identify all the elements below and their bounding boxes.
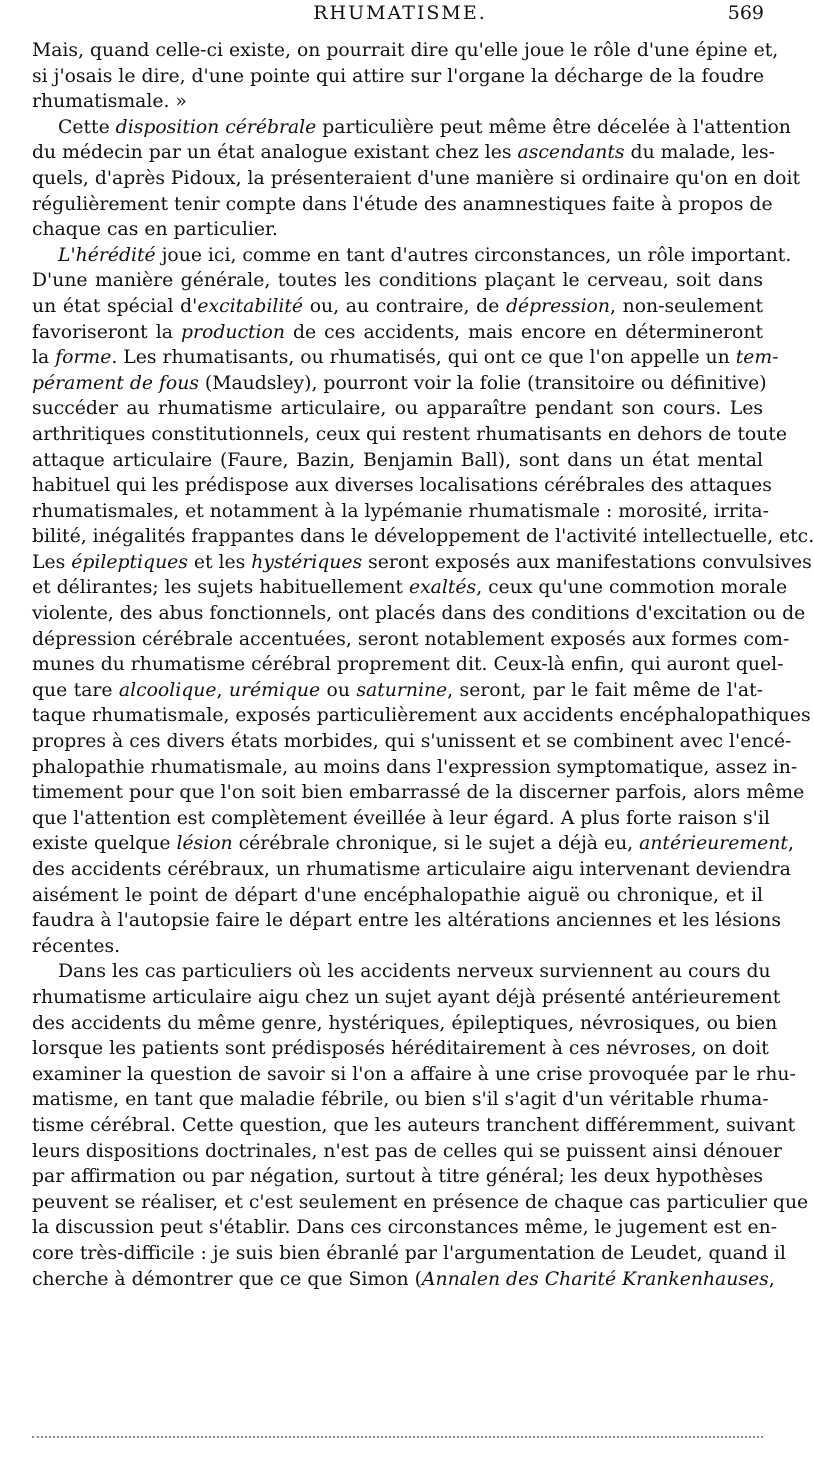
text-line: [32, 550, 812, 576]
text-line: quels, d'après Pidoux, la présenteraient d'une manière si ordinaire qu'on en doit: [32, 167, 800, 189]
text-line: [32, 678, 763, 704]
text-segment: , seront, par le fait même de l'at-: [447, 679, 763, 701]
text-line: [32, 371, 767, 397]
text-line: que l'attention est complètement éveillée à leur égard. A plus forte raison s'il: [32, 807, 770, 829]
text-line: habituel qui les prédispose aux diverses localisations cérébrales des attaques: [32, 475, 772, 497]
footer-dotted-rule: [32, 1436, 763, 1438]
text-line: timement pour que l'on soit bien embarrassé de la discerner parfois, alors même: [32, 782, 805, 804]
text-line: rhumatisme articulaire aigu chez un sujet ayant déjà présenté antérieurement: [32, 986, 781, 1008]
text-segment: la: [32, 347, 56, 369]
text-line: munes du rhumatisme cérébral proprement dit. Ceux-là enfin, qui auront quel-: [32, 654, 784, 676]
text-segment: que tare: [32, 679, 119, 701]
italic-segment: hystériques: [251, 551, 363, 573]
text-segment: du malade, les-: [624, 142, 776, 164]
italic-segment: excitabilité: [197, 295, 304, 317]
text-line: faudra à l'autopsie faire le départ entre les altérations anciennes et les lésions: [32, 910, 781, 932]
italic-segment: lésion: [176, 833, 233, 855]
text-line: [32, 575, 788, 601]
running-title: RHUMATISME.: [313, 2, 487, 24]
italic-segment: forme: [55, 347, 112, 369]
text-line: tisme cérébral. Cette question, que les auteurs tranchent différemment, suivant: [32, 1114, 796, 1136]
text-line: Dans les cas particuliers où les accidents nerveux surviennent au cours du: [58, 961, 771, 983]
text-segment: un état spécial d': [32, 295, 198, 317]
text-line: [32, 831, 794, 857]
text-segment: cherche à démontrer que ce que Simon (: [32, 1268, 422, 1290]
text-line: arthritiques constitutionnels, ceux qui restent rhumatisants en dehors de toute: [32, 423, 787, 445]
italic-segment: exaltés: [408, 577, 477, 599]
italic-segment: production: [181, 321, 285, 343]
text-line: D'une manière générale, toutes les conditions plaçant le cerveau, soit dans: [32, 270, 763, 292]
italic-segment: saturnine: [356, 679, 448, 701]
text-segment: et les: [187, 551, 252, 573]
text-line: violente, des abus fonctionnels, ont placés dans des conditions d'excitation ou de: [32, 603, 806, 625]
text-segment: , non-seulement: [609, 295, 763, 317]
italic-segment: alcoolique: [118, 679, 217, 701]
text-segment: Les: [32, 551, 72, 573]
text-segment: et délirantes; les sujets habituellement: [32, 577, 409, 599]
italic-segment: pérament de fous: [32, 372, 199, 394]
text-line: [32, 320, 763, 346]
text-segment: favoriseront la: [32, 321, 182, 343]
text-line: si j'osais le dire, d'une pointe qui attire sur l'organe la décharge de la foudre: [32, 65, 764, 87]
italic-segment: Annalen des Charité Krankenhauses: [421, 1268, 769, 1290]
text-line: [32, 115, 791, 141]
text-line: [32, 140, 776, 166]
text-segment: ,: [216, 679, 229, 701]
text-segment: . Les rhumatisants, ou rhumatisés, qui ont ce que l'on appelle un: [111, 347, 736, 369]
text-segment: (Maudsley), pourront voir la folie (transitoire ou définitive): [198, 372, 767, 394]
italic-segment: épileptiques: [71, 551, 188, 573]
text-line: peuvent se réaliser, et c'est seulement en présence de chaque cas particulier que: [32, 1191, 809, 1213]
text-segment: seront exposés aux manifestations convulsives: [362, 551, 812, 573]
text-segment: ou: [320, 679, 357, 701]
page-number: 569: [727, 2, 764, 24]
italic-segment: dépression: [506, 295, 610, 317]
italic-segment: antérieurement: [639, 833, 788, 855]
text-segment: , ceux qu'une commotion morale: [476, 577, 788, 599]
text-line: core très-difficile : je suis bien ébranlé par l'argumentation de Leudet, quand il: [32, 1242, 786, 1264]
text-segment: ou, au contraire, de: [303, 295, 506, 317]
text-line: examiner la question de savoir si l'on a affaire à une crise provoquée par le rhu-: [32, 1063, 796, 1085]
text-line: des accidents du même genre, hystériques, épileptiques, névrosiques, ou bien: [32, 1012, 778, 1034]
text-line: phalopathie rhumatismale, au moins dans l'expression symptomatique, assez in-: [32, 756, 798, 778]
text-line: [32, 345, 779, 371]
text-segment: particulière peut même être décelée à l'attention: [316, 116, 791, 138]
text-line: aisément le point de départ d'une encéphalopathie aiguë ou chronique, et il: [32, 884, 763, 906]
text-line: succéder au rhumatisme articulaire, ou apparaître pendant son cours. Les: [32, 398, 763, 420]
text-segment: cérébrale chronique, si le sujet a déjà eu,: [232, 833, 640, 855]
text-segment: ,: [768, 1268, 775, 1290]
text-line: chaque cas en particulier.: [32, 219, 278, 241]
text-line: [32, 243, 792, 269]
italic-segment: urémique: [228, 679, 321, 701]
italic-segment: ascendants: [517, 142, 625, 164]
text-line: des accidents cérébraux, un rhumatisme articulaire aigu intervenant deviendra: [32, 859, 791, 880]
italic-segment: tem-: [735, 347, 779, 369]
text-line: matisme, en tant que maladie fébrile, ou bien s'il s'agit d'un véritable rhuma-: [32, 1089, 769, 1111]
text-line: leurs dispositions doctrinales, n'est pas de celles qui se puissent ainsi dénouer: [32, 1140, 782, 1162]
text-line: attaque articulaire (Faure, Bazin, Benjamin Ball), sont dans un état mental: [32, 449, 763, 471]
italic-segment: L'hérédité: [58, 244, 156, 266]
text-line: régulièrement tenir compte dans l'étude des anamnestiques faite à propos de: [32, 193, 773, 215]
text-line: dépression cérébrale accentuées, seront notablement exposés aux formes com-: [32, 628, 790, 650]
text-line: taque rhumatismale, exposés particulièrement aux accidents encéphalopathiques: [32, 705, 811, 727]
text-segment: joue ici, comme en tant d'autres circonstances, un rôle important.: [155, 244, 792, 266]
body-text: [32, 38, 814, 1292]
text-line: [32, 1267, 775, 1293]
text-line: [32, 294, 763, 320]
text-segment: existe quelque: [32, 833, 177, 855]
text-segment: de ces accidents, mais encore en détermineront: [284, 321, 763, 343]
text-segment: Cette: [58, 116, 116, 138]
text-line: la discussion peut s'établir. Dans ces circonstances même, le jugement est en-: [32, 1217, 778, 1239]
text-line: récentes.: [32, 935, 121, 957]
text-line: rhumatismales, et notamment à la lypémanie rhumatismale : morosité, irrita-: [32, 500, 769, 522]
italic-segment: disposition cérébrale: [115, 116, 317, 138]
text-line: lorsque les patients sont prédisposés héréditairement à ces névroses, on doit: [32, 1038, 769, 1060]
text-line: bilité, inégalités frappantes dans le développement de l'activité intellectuelle, etc.: [32, 526, 814, 548]
text-line: propres à ces divers états morbides, qui s'unissent et se combinent avec l'encé-: [32, 731, 792, 753]
text-segment: ,: [787, 833, 794, 855]
text-line: rhumatismale. »: [32, 91, 187, 113]
text-line: par affirmation ou par négation, surtout à titre général; les deux hypothèses: [32, 1166, 763, 1188]
text-line: Mais, quand celle-ci existe, on pourrait dire qu'elle joue le rôle d'une épine et,: [32, 40, 779, 61]
text-segment: du médecin par un état analogue existant chez les: [32, 142, 518, 164]
